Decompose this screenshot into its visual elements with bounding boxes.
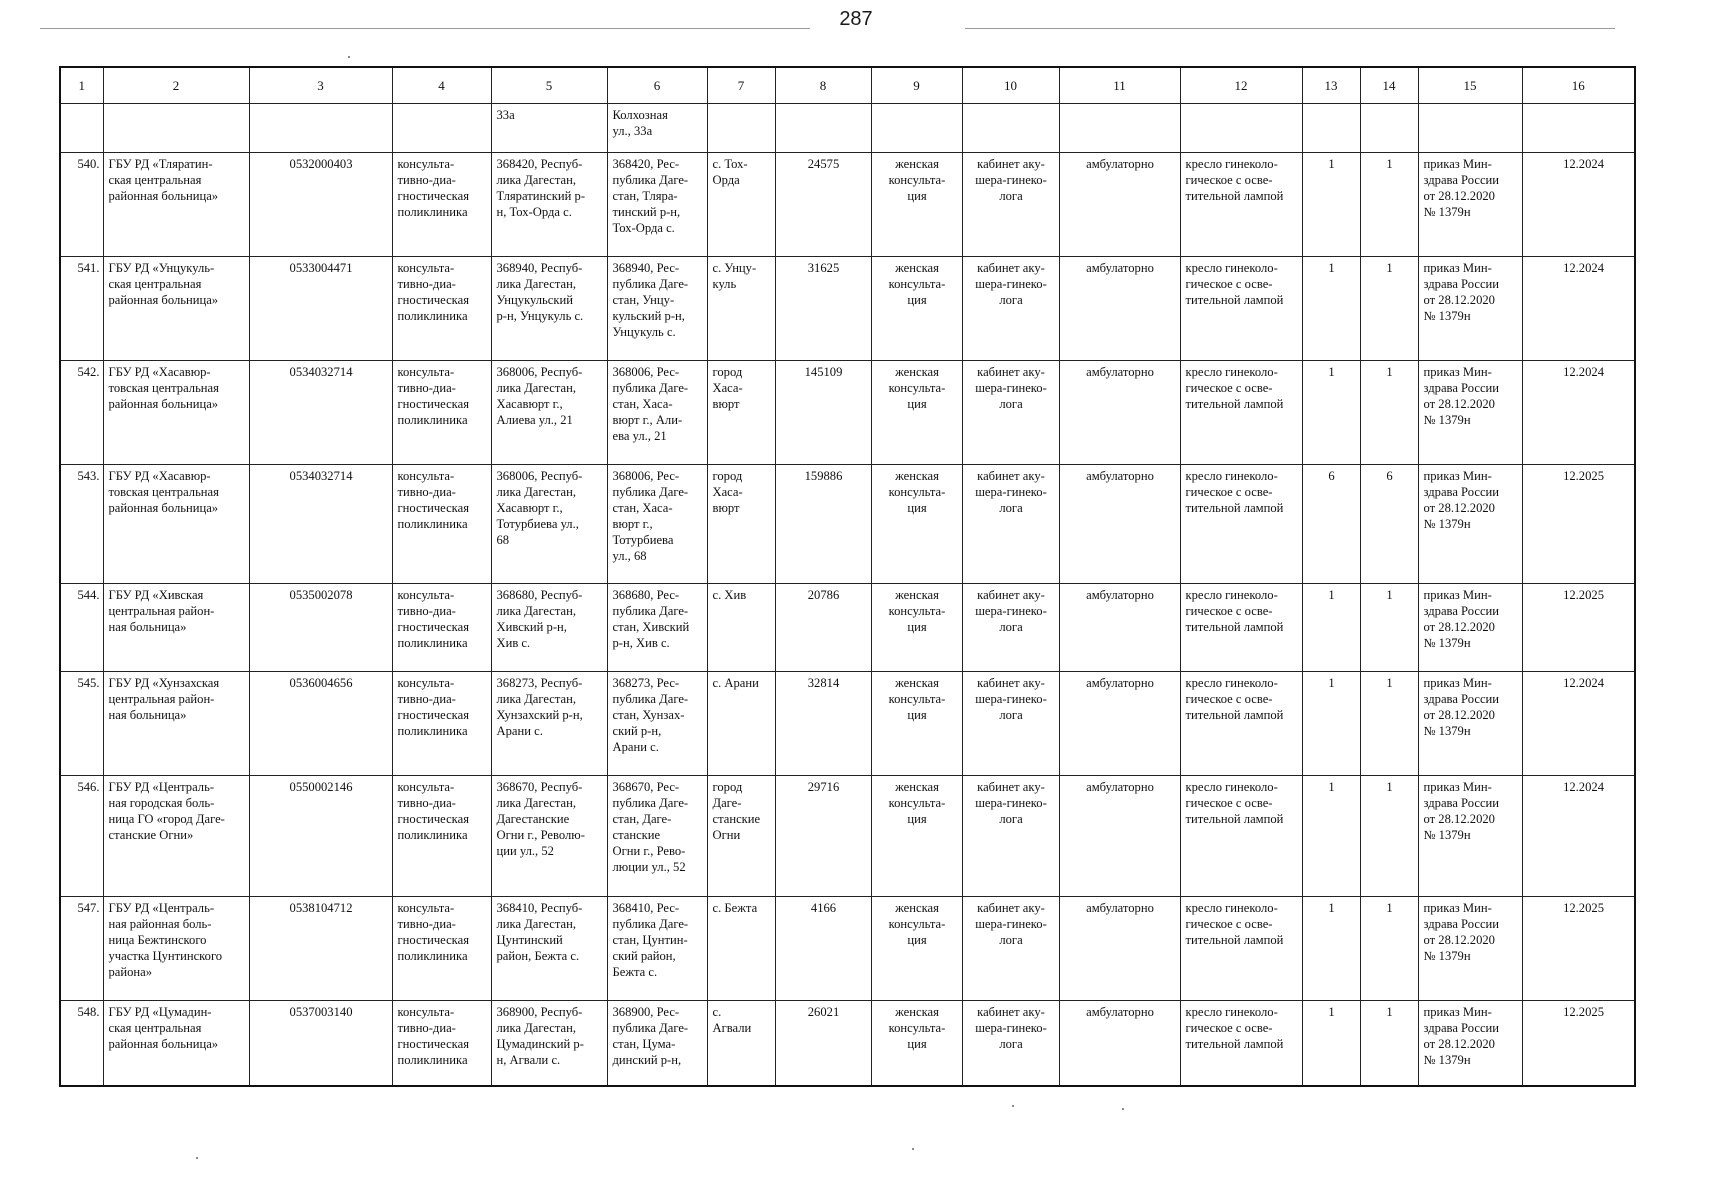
- cell-unit: женская консульта- ция: [871, 465, 962, 584]
- cell-organization: ГБУ РД «Хунзахская центральная район- ная больница»: [103, 672, 249, 776]
- cell-care-form: амбулаторно: [1059, 361, 1180, 465]
- cell-population: 20786: [775, 584, 871, 672]
- cell-legal-basis: приказ Мин- здрава России от 28.12.2020 № 1379н: [1418, 672, 1522, 776]
- cell-blank: [1418, 104, 1522, 153]
- column-number: 5: [491, 67, 607, 104]
- cell-row-number: 543.: [60, 465, 103, 584]
- cell-row-number: 541.: [60, 257, 103, 361]
- cell-row-number: 547.: [60, 897, 103, 1001]
- scan-speck: [1012, 1105, 1014, 1107]
- cell-organization: ГБУ РД «Унцукуль- ская центральная районная больница»: [103, 257, 249, 361]
- cell-unit: женская консульта- ция: [871, 776, 962, 897]
- cell-room: кабинет аку- шера-гинеко- лога: [962, 1001, 1059, 1087]
- cell-quantity-need: 1: [1360, 361, 1418, 465]
- cell-blank: [1180, 104, 1302, 153]
- cell-locality: с. Унцу- куль: [707, 257, 775, 361]
- cell-address-legal: 368940, Респуб- лика Дагестан, Унцукульский р-н, Унцукуль с.: [491, 257, 607, 361]
- cell-row-number: 546.: [60, 776, 103, 897]
- table-row: [60, 361, 1635, 465]
- column-number: 16: [1522, 67, 1635, 104]
- cell-facility-type: консульта- тивно-диа- гностическая поликлиника: [392, 153, 491, 257]
- cell-equipment: кресло гинеколо- гическое с осве- тительной лампой: [1180, 776, 1302, 897]
- cell-ogrn: 0535002078: [249, 584, 392, 672]
- column-number-row: [60, 67, 1635, 104]
- cell-blank: [103, 104, 249, 153]
- cell-unit: женская консульта- ция: [871, 584, 962, 672]
- cell-blank: [707, 104, 775, 153]
- cell-locality: с. Бежта: [707, 897, 775, 1001]
- scan-speck: [912, 1148, 914, 1150]
- cell-legal-basis: приказ Мин- здрава России от 28.12.2020 № 1379н: [1418, 776, 1522, 897]
- continuation-row: [60, 104, 1635, 153]
- cell-blank: [60, 104, 103, 153]
- cell-room: кабинет аку- шера-гинеко- лога: [962, 776, 1059, 897]
- cell-population: 32814: [775, 672, 871, 776]
- cell-legal-basis: приказ Мин- здрава России от 28.12.2020 № 1379н: [1418, 1001, 1522, 1087]
- cell-care-form: амбулаторно: [1059, 1001, 1180, 1087]
- cell-address-legal: 368680, Респуб- лика Дагестан, Хивский р-н, Хив с.: [491, 584, 607, 672]
- table-row: [60, 897, 1635, 1001]
- cell-population: 26021: [775, 1001, 871, 1087]
- column-number: 8: [775, 67, 871, 104]
- cell-deadline: 12.2025: [1522, 1001, 1635, 1087]
- column-number: 9: [871, 67, 962, 104]
- cell-ogrn: 0537003140: [249, 1001, 392, 1087]
- scan-speck: [1122, 1108, 1124, 1110]
- cell-blank: [1360, 104, 1418, 153]
- cell-organization: ГБУ РД «Централь- ная районная боль- ница Бежтинского участка Цунтинского района»: [103, 897, 249, 1001]
- table-body: [60, 67, 1635, 1086]
- cell-locality: город Хаса- вюрт: [707, 361, 775, 465]
- cell-unit: женская консульта- ция: [871, 153, 962, 257]
- cell-address-actual: 368420, Рес- публика Даге- стан, Тляра- тинский р-н, Тох-Орда с.: [607, 153, 707, 257]
- cell-quantity-need: 6: [1360, 465, 1418, 584]
- cell-deadline: 12.2024: [1522, 776, 1635, 897]
- cell-room: кабинет аку- шера-гинеко- лога: [962, 584, 1059, 672]
- page-number: 287: [839, 8, 873, 30]
- cell-deadline: 12.2024: [1522, 361, 1635, 465]
- cell-room: кабинет аку- шера-гинеко- лога: [962, 897, 1059, 1001]
- cell-organization: ГБУ РД «Хасавюр- товская центральная районная больница»: [103, 361, 249, 465]
- cell-care-form: амбулаторно: [1059, 776, 1180, 897]
- cell-ogrn: 0536004656: [249, 672, 392, 776]
- cell-ogrn: 0532000403: [249, 153, 392, 257]
- cell-address-actual: 368273, Рес- публика Даге- стан, Хунзах- ский р-н, Арани с.: [607, 672, 707, 776]
- column-number: 12: [1180, 67, 1302, 104]
- cell-quantity-need: 1: [1360, 897, 1418, 1001]
- cell-room: кабинет аку- шера-гинеко- лога: [962, 465, 1059, 584]
- cell-care-form: амбулаторно: [1059, 897, 1180, 1001]
- cell-equipment: кресло гинеколо- гическое с осве- тительной лампой: [1180, 153, 1302, 257]
- cell-row-number: 540.: [60, 153, 103, 257]
- cell-deadline: 12.2024: [1522, 672, 1635, 776]
- column-number: 13: [1302, 67, 1360, 104]
- cell-care-form: амбулаторно: [1059, 584, 1180, 672]
- cell-locality: город Даге- станские Огни: [707, 776, 775, 897]
- column-number: 15: [1418, 67, 1522, 104]
- cell-address-legal: 368006, Респуб- лика Дагестан, Хасавюрт г., Тотурбиева ул., 68: [491, 465, 607, 584]
- cell-facility-type: консульта- тивно-диа- гностическая поликлиника: [392, 257, 491, 361]
- cell-quantity-norm: 1: [1302, 1001, 1360, 1087]
- cell-address-actual: 368006, Рес- публика Даге- стан, Хаса- вюрт г., Али- ева ул., 21: [607, 361, 707, 465]
- cell-blank: [775, 104, 871, 153]
- cell-blank: [1522, 104, 1635, 153]
- column-number: 6: [607, 67, 707, 104]
- cell-address-legal: 368900, Респуб- лика Дагестан, Цумадинский р- н, Агвали с.: [491, 1001, 607, 1087]
- cell-care-form: амбулаторно: [1059, 672, 1180, 776]
- cell-address-legal: 368420, Респуб- лика Дагестан, Тляратинский р- н, Тох-Орда с.: [491, 153, 607, 257]
- cell-unit: женская консульта- ция: [871, 672, 962, 776]
- cell-equipment: кресло гинеколо- гическое с осве- тительной лампой: [1180, 361, 1302, 465]
- cell-legal-basis: приказ Мин- здрава России от 28.12.2020 № 1379н: [1418, 465, 1522, 584]
- cell-deadline: 12.2024: [1522, 257, 1635, 361]
- cell-organization: ГБУ РД «Хасавюр- товская центральная районная больница»: [103, 465, 249, 584]
- cell-locality: с. Арани: [707, 672, 775, 776]
- cell-legal-basis: приказ Мин- здрава России от 28.12.2020 № 1379н: [1418, 361, 1522, 465]
- cell-equipment: кресло гинеколо- гическое с осве- тительной лампой: [1180, 672, 1302, 776]
- cell-ogrn: 0534032714: [249, 361, 392, 465]
- cell-legal-basis: приказ Мин- здрава России от 28.12.2020 № 1379н: [1418, 153, 1522, 257]
- cell-population: 159886: [775, 465, 871, 584]
- cell-quantity-norm: 1: [1302, 361, 1360, 465]
- cell-quantity-need: 1: [1360, 1001, 1418, 1087]
- cell-quantity-norm: 1: [1302, 153, 1360, 257]
- cell-population: 145109: [775, 361, 871, 465]
- cell-address-legal: 33а: [491, 104, 607, 153]
- cell-unit: женская консульта- ция: [871, 897, 962, 1001]
- cell-equipment: кресло гинеколо- гическое с осве- тительной лампой: [1180, 1001, 1302, 1087]
- cell-equipment: кресло гинеколо- гическое с осве- тительной лампой: [1180, 257, 1302, 361]
- cell-address-legal: 368670, Респуб- лика Дагестан, Дагестанские Огни г., Револю- ции ул., 52: [491, 776, 607, 897]
- cell-quantity-norm: 1: [1302, 897, 1360, 1001]
- cell-facility-type: консульта- тивно-диа- гностическая поликлиника: [392, 361, 491, 465]
- table-row: [60, 1001, 1635, 1087]
- cell-facility-type: консульта- тивно-диа- гностическая поликлиника: [392, 776, 491, 897]
- cell-blank: [962, 104, 1059, 153]
- cell-deadline: 12.2025: [1522, 897, 1635, 1001]
- cell-deadline: 12.2025: [1522, 584, 1635, 672]
- table-row: [60, 153, 1635, 257]
- cell-quantity-norm: 6: [1302, 465, 1360, 584]
- cell-address-actual: 368940, Рес- публика Даге- стан, Унцу- кульский р-н, Унцукуль с.: [607, 257, 707, 361]
- column-number: 14: [1360, 67, 1418, 104]
- cell-legal-basis: приказ Мин- здрава России от 28.12.2020 № 1379н: [1418, 584, 1522, 672]
- cell-facility-type: консульта- тивно-диа- гностическая поликлиника: [392, 1001, 491, 1087]
- cell-equipment: кресло гинеколо- гическое с осве- тительной лампой: [1180, 465, 1302, 584]
- cell-quantity-norm: 1: [1302, 257, 1360, 361]
- cell-facility-type: консульта- тивно-диа- гностическая поликлиника: [392, 897, 491, 1001]
- cell-address-legal: 368410, Респуб- лика Дагестан, Цунтинский район, Бежта с.: [491, 897, 607, 1001]
- cell-organization: ГБУ РД «Хивская центральная район- ная больница»: [103, 584, 249, 672]
- column-number: 2: [103, 67, 249, 104]
- cell-facility-type: консульта- тивно-диа- гностическая поликлиника: [392, 672, 491, 776]
- cell-quantity-need: 1: [1360, 153, 1418, 257]
- cell-ogrn: 0534032714: [249, 465, 392, 584]
- cell-legal-basis: приказ Мин- здрава России от 28.12.2020 № 1379н: [1418, 897, 1522, 1001]
- cell-care-form: амбулаторно: [1059, 465, 1180, 584]
- table-row: [60, 776, 1635, 897]
- cell-row-number: 548.: [60, 1001, 103, 1087]
- registry-table: [59, 66, 1636, 1087]
- table-row: [60, 257, 1635, 361]
- column-number: 7: [707, 67, 775, 104]
- cell-locality: с. Хив: [707, 584, 775, 672]
- cell-care-form: амбулаторно: [1059, 153, 1180, 257]
- cell-room: кабинет аку- шера-гинеко- лога: [962, 257, 1059, 361]
- cell-organization: ГБУ РД «Цумадин- ская центральная районная больница»: [103, 1001, 249, 1087]
- cell-organization: ГБУ РД «Централь- ная городская боль- ница ГО «город Даге- станские Огни»: [103, 776, 249, 897]
- cell-ogrn: 0533004471: [249, 257, 392, 361]
- cell-deadline: 12.2025: [1522, 465, 1635, 584]
- column-number: 11: [1059, 67, 1180, 104]
- cell-room: кабинет аку- шера-гинеко- лога: [962, 153, 1059, 257]
- cell-address-actual: 368670, Рес- публика Даге- стан, Даге- станские Огни г., Рево- люции ул., 52: [607, 776, 707, 897]
- cell-quantity-norm: 1: [1302, 672, 1360, 776]
- cell-unit: женская консульта- ция: [871, 257, 962, 361]
- column-number: 4: [392, 67, 491, 104]
- cell-address-actual: 368410, Рес- публика Даге- стан, Цунтин- ский район, Бежта с.: [607, 897, 707, 1001]
- column-number: 1: [60, 67, 103, 104]
- table-row: [60, 584, 1635, 672]
- scan-speck: [348, 56, 350, 58]
- cell-population: 31625: [775, 257, 871, 361]
- cell-address-legal: 368006, Респуб- лика Дагестан, Хасавюрт г., Алиева ул., 21: [491, 361, 607, 465]
- scan-speck: [196, 1157, 198, 1159]
- cell-room: кабинет аку- шера-гинеко- лога: [962, 672, 1059, 776]
- cell-quantity-norm: 1: [1302, 584, 1360, 672]
- table-row: [60, 672, 1635, 776]
- cell-row-number: 545.: [60, 672, 103, 776]
- cell-locality: с. Тох- Орда: [707, 153, 775, 257]
- cell-locality: с. Агвали: [707, 1001, 775, 1087]
- column-number: 3: [249, 67, 392, 104]
- cell-address-actual: 368900, Рес- публика Даге- стан, Цума- динский р-н,: [607, 1001, 707, 1087]
- cell-facility-type: консульта- тивно-диа- гностическая поликлиника: [392, 465, 491, 584]
- cell-deadline: 12.2024: [1522, 153, 1635, 257]
- column-number: 10: [962, 67, 1059, 104]
- cell-blank: [1059, 104, 1180, 153]
- cell-ogrn: 0538104712: [249, 897, 392, 1001]
- cell-locality: город Хаса- вюрт: [707, 465, 775, 584]
- cell-blank: [249, 104, 392, 153]
- cell-quantity-need: 1: [1360, 672, 1418, 776]
- cell-quantity-need: 1: [1360, 584, 1418, 672]
- cell-room: кабинет аку- шера-гинеко- лога: [962, 361, 1059, 465]
- cell-legal-basis: приказ Мин- здрава России от 28.12.2020 № 1379н: [1418, 257, 1522, 361]
- cell-facility-type: консульта- тивно-диа- гностическая поликлиника: [392, 584, 491, 672]
- cell-row-number: 542.: [60, 361, 103, 465]
- cell-organization: ГБУ РД «Тляратин- ская центральная районная больница»: [103, 153, 249, 257]
- cell-ogrn: 0550002146: [249, 776, 392, 897]
- cell-quantity-need: 1: [1360, 257, 1418, 361]
- cell-unit: женская консульта- ция: [871, 1001, 962, 1087]
- cell-equipment: кресло гинеколо- гическое с осве- тительной лампой: [1180, 584, 1302, 672]
- cell-quantity-norm: 1: [1302, 776, 1360, 897]
- cell-row-number: 544.: [60, 584, 103, 672]
- cell-blank: [871, 104, 962, 153]
- cell-unit: женская консульта- ция: [871, 361, 962, 465]
- cell-quantity-need: 1: [1360, 776, 1418, 897]
- cell-blank: [392, 104, 491, 153]
- cell-address-legal: 368273, Респуб- лика Дагестан, Хунзахский р-н, Арани с.: [491, 672, 607, 776]
- cell-population: 24575: [775, 153, 871, 257]
- table-row: [60, 465, 1635, 584]
- cell-equipment: кресло гинеколо- гическое с осве- тительной лампой: [1180, 897, 1302, 1001]
- cell-care-form: амбулаторно: [1059, 257, 1180, 361]
- cell-address-actual: 368006, Рес- публика Даге- стан, Хаса- вюрт г., Тотурбиева ул., 68: [607, 465, 707, 584]
- cell-blank: [1302, 104, 1360, 153]
- cell-population: 29716: [775, 776, 871, 897]
- cell-address-actual: 368680, Рес- публика Даге- стан, Хивский р-н, Хив с.: [607, 584, 707, 672]
- cell-population: 4166: [775, 897, 871, 1001]
- cell-address-actual: Колхозная ул., 33а: [607, 104, 707, 153]
